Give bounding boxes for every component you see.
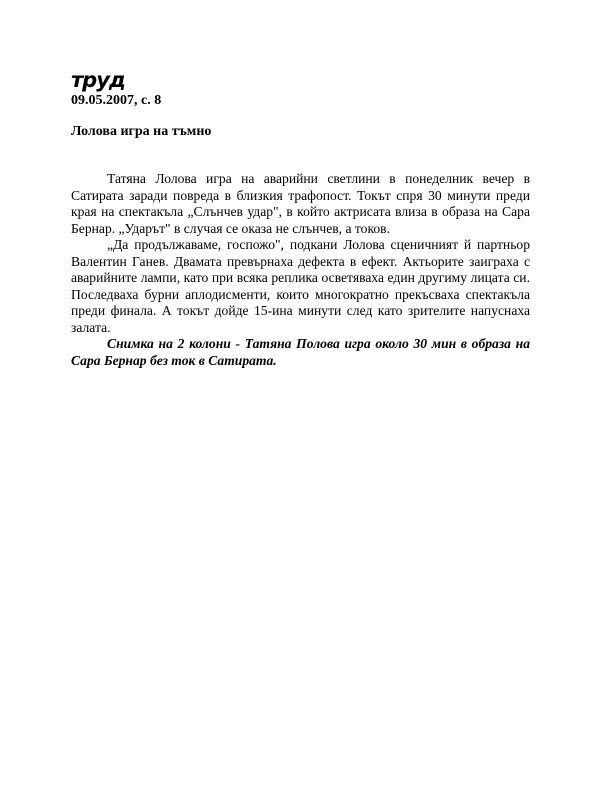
svg-text:труд: труд <box>71 68 125 92</box>
trud-logo <box>70 68 140 92</box>
dateline: 09.05.2007, с. 8 <box>71 93 162 108</box>
photo-caption: Снимка на 2 колони - Татяна Полова игра около 30 мин в образа на Сара Бернар без ток в Сатирата. <box>71 336 530 368</box>
article-headline: Лолова игра на тъмно <box>71 124 212 139</box>
article-paragraph: „Да продължаваме, госпожо", подкани Лолова сценичният й партньор Валентин Ганев. Двамата превърнаха дефекта в ефект. Актьорите заиграха с аварийните лампи, като при всяка реплика осветяваха един другиму лицата си. Последваха бурни аплодисменти, които многократно прекъсваха спектакъла преди финала. А токът дойде 15-ина минути след като зрителите напуснаха залата. <box>71 237 530 335</box>
article-body <box>71 171 530 336</box>
article-paragraph: Татяна Лолова игра на аварийни светлини в понеделник вечер в Сатирата заради повреда в близкия трафопост. Токът спря 30 минути преди края на спектакъла „Слънчев удар", в който актрисата влиза в образа на Сара Бернар. „Ударът" в случая се оказа не слънчев, а токов. <box>71 171 530 236</box>
trud-newspaper-logo-icon <box>70 68 140 92</box>
